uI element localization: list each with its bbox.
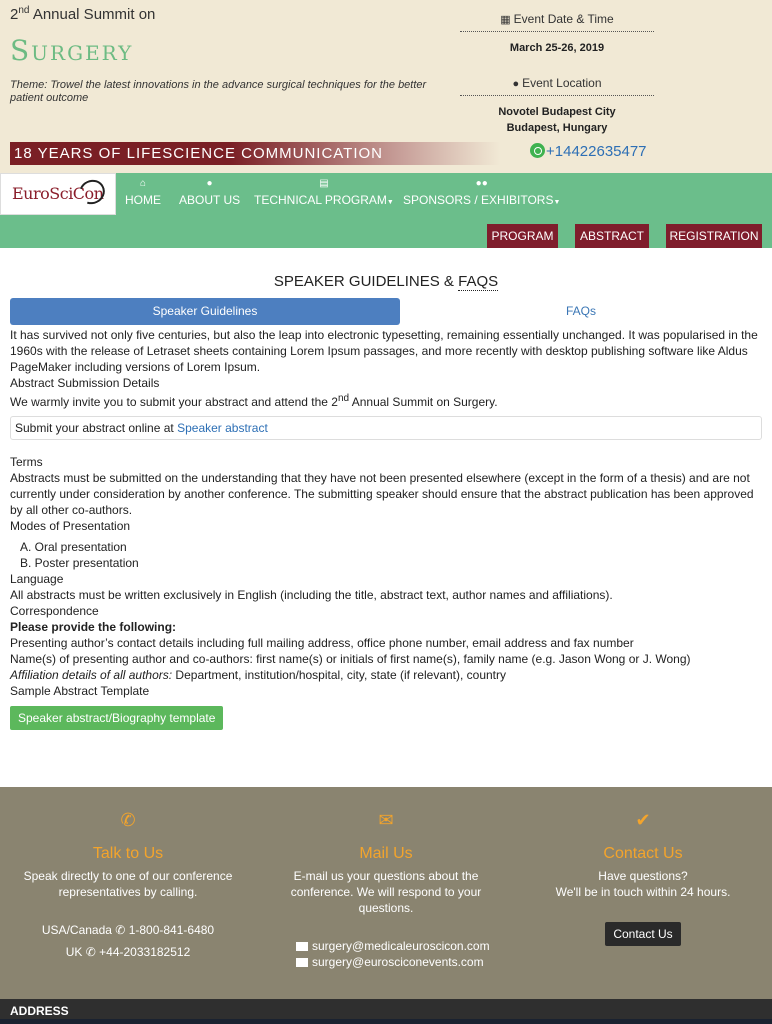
- nav-about-us[interactable]: [179, 178, 240, 207]
- uk-phone-row[interactable]: [20, 944, 236, 960]
- conference-name: Surgery: [10, 34, 134, 67]
- logo-text: EuroSciCon: [12, 184, 104, 203]
- affiliation-text: Department, institution/hospital, city, state (if relevant), country: [172, 668, 507, 682]
- phone-icon: ✆: [115, 923, 126, 937]
- list-item: A. Oral presentation: [20, 540, 127, 554]
- whatsapp-icon: [530, 143, 545, 158]
- usa-phone-row[interactable]: [20, 922, 236, 938]
- event-info: [460, 12, 654, 136]
- user-icon: ●: [206, 178, 213, 189]
- summit-ordinal-suffix: nd: [18, 5, 30, 16]
- contact-us-button[interactable]: Contact Us: [605, 922, 680, 946]
- tab-speaker-guidelines[interactable]: Speaker Guidelines: [10, 298, 400, 325]
- event-date-label: [460, 12, 654, 32]
- sub-nav: [0, 215, 772, 248]
- contact-title: Contact Us: [603, 845, 683, 862]
- home-icon: ⌂: [139, 178, 147, 189]
- conference-theme: Theme: Trowel the latest innovations in the advance surgical techniques for the better patient outcome: [10, 79, 427, 104]
- users-icon: ●●: [475, 178, 488, 189]
- program-button[interactable]: PROGRAM: [487, 224, 558, 248]
- invite-paragraph: [10, 391, 762, 410]
- chevron-down-icon: ▼: [553, 199, 561, 206]
- provide-item-contact: Presenting author’s contact details including full mailing address, office phone number, email address and fax number: [10, 636, 634, 650]
- contact-section: [0, 787, 772, 999]
- event-location-label-text: Event Location: [522, 76, 602, 90]
- modes-list: [10, 539, 762, 571]
- affiliation-label: Affiliation details of all authors:: [10, 668, 173, 682]
- envelope-icon: [296, 942, 308, 951]
- tab-faqs[interactable]: FAQs: [565, 304, 596, 318]
- address-heading: ADDRESS: [10, 1004, 69, 1018]
- contact-desc-line-1: Have questions?: [598, 869, 688, 883]
- correspondence-heading: Correspondence: [10, 604, 99, 618]
- terms-heading: Terms: [10, 455, 43, 469]
- summit-title: [10, 5, 155, 23]
- email-1[interactable]: surgery@medicaleuroscicon.com: [312, 939, 490, 953]
- guidelines-content: [10, 327, 762, 730]
- invite-text: We warmly invite you to submit your abstract and attend the 2: [10, 395, 338, 409]
- phone-icon: ✆: [120, 810, 136, 830]
- calendar-icon: ▦: [500, 14, 511, 26]
- provide-item-names: Name(s) of presenting author and co-authors: first name(s) or initials of first name(s), family name (e.g. Jason Wong or J. Wong): [10, 652, 691, 666]
- nav-about-label: ABOUT US: [179, 193, 241, 207]
- contact-desc: [536, 868, 750, 900]
- footer-strip: [0, 1019, 772, 1024]
- uk-label: UK: [65, 945, 83, 959]
- summit-title-text: Annual Summit on: [32, 6, 156, 23]
- page-title: [0, 273, 772, 290]
- summit-ordinal: 2: [10, 6, 19, 23]
- venue-city: Budapest, Hungary: [506, 122, 608, 134]
- list-item: B. Poster presentation: [20, 556, 139, 570]
- mail-us-column: [280, 812, 492, 970]
- whatsapp-phone[interactable]: [530, 143, 647, 160]
- nav-home[interactable]: [125, 178, 161, 207]
- nav-sponsors-label: [403, 193, 560, 207]
- contact-desc-line-2: We'll be in touch within 24 hours.: [555, 885, 731, 899]
- talk-title: Talk to Us: [92, 845, 164, 862]
- registration-button[interactable]: REGISTRATION: [666, 224, 762, 248]
- phone-icon: ✆: [85, 945, 96, 959]
- invite-text-end: Annual Summit on Surgery.: [349, 395, 498, 409]
- mail-title: Mail Us: [359, 845, 413, 862]
- email-row-1[interactable]: [280, 938, 492, 954]
- logo-swirl-icon: [75, 176, 109, 209]
- event-date: March 25-26, 2019: [509, 42, 605, 54]
- email-row-2[interactable]: [280, 954, 492, 970]
- logo[interactable]: [0, 173, 116, 215]
- phone-number[interactable]: +14422635477: [546, 143, 647, 160]
- uk-phone[interactable]: +44-2033182512: [99, 945, 191, 959]
- event-location-label: [460, 76, 654, 96]
- usa-phone[interactable]: 1-800-841-6480: [128, 923, 215, 937]
- event-date-label-text: Event Date & Time: [513, 12, 614, 26]
- submit-abstract-box: [10, 416, 762, 440]
- invite-sup: nd: [337, 393, 350, 404]
- template-download-button[interactable]: Speaker abstract/Biography template: [10, 706, 223, 730]
- nav-technical-program[interactable]: [254, 178, 394, 207]
- modes-heading: Modes of Presentation: [10, 519, 131, 533]
- nav-home-label: HOME: [125, 193, 161, 207]
- provide-heading: Please provide the following:: [10, 620, 177, 634]
- usa-label: USA/Canada: [41, 923, 112, 937]
- map-marker-icon: ●: [512, 78, 520, 90]
- terms-paragraph: Abstracts must be submitted on the understanding that they have not been presented elsewhere (except in the form of a thesis) and are not currently under consideration by another conference. The submitting speaker should ensure that the abstract publication has been approved by all other co-authors.: [10, 471, 754, 517]
- nav-technical-label: [254, 193, 394, 207]
- page-title-faqs: FAQS: [458, 273, 499, 290]
- talk-desc: Speak directly to one of our conference representatives by calling.: [23, 869, 233, 899]
- abstract-details-heading: Abstract Submission Details: [10, 376, 160, 390]
- nav-sponsors-exhibitors[interactable]: [403, 178, 560, 207]
- document-icon: ▤: [319, 178, 329, 189]
- nav-sponsors-text: SPONSORS / EXHIBITORS: [403, 193, 554, 207]
- check-icon: ✔: [635, 810, 651, 830]
- venue-name: Novotel Budapest City: [498, 106, 616, 118]
- page-title-text: SPEAKER GUIDELINES &: [273, 273, 454, 290]
- main-nav: [0, 173, 772, 215]
- nav-technical-text: TECHNICAL PROGRAM: [254, 193, 387, 207]
- template-heading: Sample Abstract Template: [10, 684, 150, 698]
- talk-to-us-column: [20, 812, 236, 960]
- contact-us-column: [536, 812, 750, 946]
- language-heading: Language: [10, 572, 64, 586]
- envelope-icon: [296, 958, 308, 967]
- site-header: [0, 0, 772, 173]
- submit-abstract-text: Submit your abstract online at: [15, 421, 178, 435]
- envelope-icon: ✉: [378, 810, 394, 830]
- event-venue: [460, 104, 654, 136]
- abstract-button[interactable]: ABSTRACT: [575, 224, 649, 248]
- years-banner: 18 YEARS OF LIFESCIENCE COMMUNICATION: [10, 142, 500, 165]
- speaker-abstract-link[interactable]: Speaker abstract: [177, 421, 268, 435]
- mail-desc: E-mail us your questions about the conference. We will respond to your questions.: [290, 869, 482, 915]
- intro-paragraph: It has survived not only five centuries, but also the leap into electronic typesetting, remaining essentially unchanged. It was popularised in the 1960s with the release of Letraset sheets containing Lorem Ipsum passages, and more recently with desktop publishing software like Aldus PageMaker including versions of Lorem Ipsum.: [10, 328, 758, 374]
- affiliation-paragraph: [10, 667, 762, 683]
- chevron-down-icon: ▼: [386, 199, 394, 206]
- language-paragraph: All abstracts must be written exclusively in English (including the title, abstract text, author names and affiliations).: [10, 588, 613, 602]
- email-2[interactable]: surgery@eurosciconevents.com: [312, 955, 484, 969]
